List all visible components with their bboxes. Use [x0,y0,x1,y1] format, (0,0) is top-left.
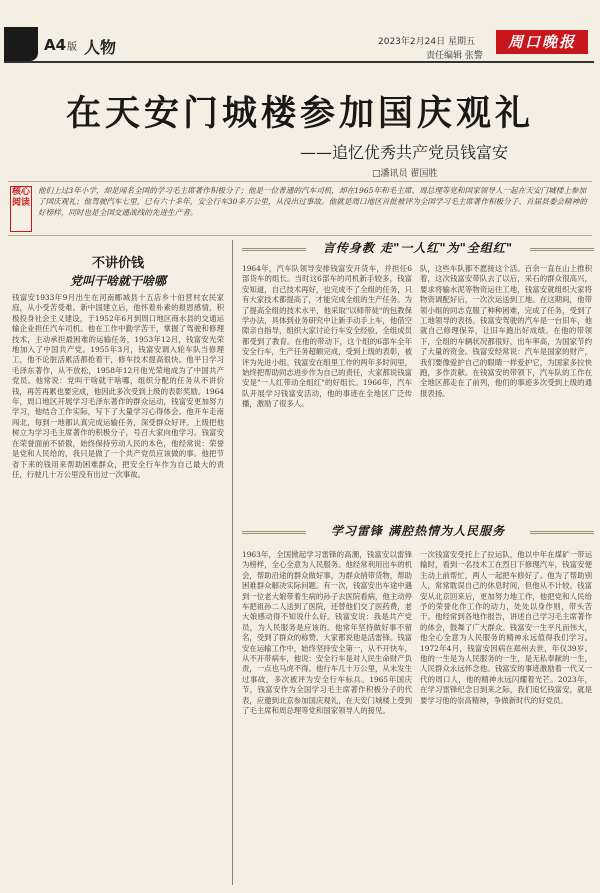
section-heading-1: 言传身教 走"一人红"为"全组红" [242,237,594,259]
section-heading-2: 学习雷锋 满腔热情为人民服务 [242,520,594,542]
body-column-3: 1963年，全国掀起学习雷锋的高潮，钱富安以雷锋为榜样，全心全意为人民服务。他经常利用出车的机会，帮助沿途的群众做好事，为群众捎带货物，帮助困难群众解决实际问题。有一次，钱富安出车途中遇到一位老大娘带着生病的孙子去医院看病，他主动停车把祖孙二人送到了医院，还替他们交了医药费，老大娘感动得不知说什么好。钱富安说：我是共产党员，为人民服务是应该的。他常年坚持做好事不留名，受到了群众的称赞，大家都说他是活雷锋。钱富安在运输工作中，始终坚持安全第一，从不开快车，从不开带病车，他说：安全行车是对人民生命财产负责，一点也马虎不得。他行车几十万公里，从未发生过事故，多次被评为安全行车标兵。1965年国庆节，钱富安作为全国学习毛主席著作积极分子的代表，应邀到北京参加国庆观礼，在天安门城楼上受到了毛主席和周总理等党和国家领导人的接见。 [242,550,412,716]
core-reading-label: 核心阅读 [10,186,32,232]
page-badge [4,27,38,61]
masthead [0,0,600,60]
article-subtitle: ——追忆优秀共产党员钱富安 [300,143,509,162]
column-divider [232,240,233,885]
masthead-rule [4,61,594,63]
page-number: A4版 [44,36,78,54]
body-column-1: 1964年，汽车队领导安排钱富安开货车，并担任6部货车的组长。当时这6部车的司机新手较多，钱富安知道，自己技术再好，也完成不了全组的任务，只有大家技术都提高了，才能完成全组的生产任务。为了提高全组的技术水平，他采取"以师带徒"的包教保学办法，具体到业务研究中让新手动手上车，他借空隙亲自指导，组织大家讨论行车安全经验，全组成员都受到了教育。在他的带动下，这个组的6部车全年安全行车，生产任务超额完成，受到上级的表彰，被评为先进小组。钱富安在组里工作的两年多时间里，始终把帮助同志进步作为自己的责任，大家都说钱富安是"一人红带动全组红"的好组长。1966年，汽车队开展学习钱富安活动，他的事迹在全地区广泛传播，激励了很多人。 [242,264,412,409]
body-column-2: 队，这些车队都不愿接这个活。百余一直在山上推积着，这次钱富安带队去了以后，采石的群众很高兴，要求将输水泥等物资运往工地，钱富安就组织大家将物资调配好后，一次次运送到工地。在这期间，他带领小组的同志克服了种种困难，完成了任务，受到了工地领导的表扬。钱富安驾驶的汽车是一台旧车，他就自己修理保养，让旧车跑出好成绩。在他的带领下，全组的车辆状况都很好，出车率高，为国家节约了大量的资金。钱富安经常说：汽车是国家的财产，我们要像爱护自己的眼睛一样爱护它，为国家多拉快跑，多作贡献。在钱富安的带领下，汽车队的工作在全地区都走在了前列，他们的事迹多次受到上级的通报表扬。 [420,264,592,398]
body-column-4: 一次钱富安受托上了拉运队，他以中年在煤矿一带运输时，看到一名技术工在烈日下修理汽车，钱富安便主动上前帮忙，两人一起把车修好了。他为了帮助别人，常常耽误自己的休息时间，但他从不计较。钱富安从北京回来后，更加努力地工作，他把党和人民给予的荣誉化作工作的动力，处处以身作则，带头苦干。他经常到各地作报告，讲述自己学习毛主席著作的体会，鼓舞了广大群众。钱富安一生平凡而伟大，他全心全意为人民服务的精神永远值得我们学习。1972年4月，钱富安因病在郑州去世，年仅39岁。他的一生是为人民服务的一生，是无私奉献的一生，人民群众永远怀念他。钱富安的事迹激励着一代又一代的周口人，他的精神永远闪耀着光芒。2023年，在学习雷锋纪念日到来之际，我们追忆钱富安，就是要学习他的崇高精神，争做新时代的好党员。 [420,550,592,705]
article-byline: □潘讯员 翟国胜 [372,169,438,179]
left-section-title: 不讲价钱 [91,256,144,271]
article-title: 在天安门城楼参加国庆观礼 [65,94,534,134]
left-column-body: 钱富安1933年9月出生在河南郾城县十五店乡十伯营村农民家庭，从小受苦受难。新中国建立后，他怀着朴素的报恩感情，积极投身社会主义建设，于1952年6月到周口地区商水县的交通运输企业担任汽车司机。他在工作中勤学苦干，掌握了驾驶和修理技术，主动承担最困难的运输任务，1953年12月，钱富安光荣地加入了中国共产党。1955年3月，钱富安调入轮车队当修理工，他不论脏活累活都抢着干，修车技术提高很快。他平日学习毛泽东著作，从不放松，1958年12月他光荣地成为了中国共产党员。他常说：党叫干啥就干啥哪，组织分配的任务从不讲价钱，再苦再累也要完成，他因此多次受到上级的表彰奖励。1964年，周口地区开展学习毛泽东著作的群众运动，钱富安更加努力学习，他结合工作实际，写下了大量学习心得体会。他开车走南闯北，每到一地都认真完成运输任务，深受群众好评。上级把他树立为学习毛主席著作的积极分子，号召大家向他学习。钱富安在荣誉面前不骄傲，始终保持劳动人民的本色，他经常说：荣誉是党和人民给的，我只是做了一个共产党员应该做的事。他把节省下来的钱用来帮助困难群众，把安全行车作为自己最大的责任，行驶几十万公里没有出过一次事故。 [12,293,224,479]
page-suffix: 版 [67,42,78,53]
issue-date: 2023年2月24日 星期五 [378,37,475,47]
newspaper-logo: 周口晚报 [496,30,588,54]
core-reading-box [8,181,592,236]
section-name: 人物 [84,38,117,57]
left-section-subtitle: 党叫干啥就干啥哪 [69,274,166,288]
editors-line: 责任编辑 张警 [426,51,483,61]
core-reading-text: 他们上过3年小学，却是闻名全国的学习毛主席著作积极分子；他是一位普通的汽车司机，却在1965年和毛主席、周总理等党和国家领导人一起在天安门城楼上参加了国庆观礼；他驾驶汽车七里，已有六十多年，安全行车30多万公里，从没出过事故。他就是周口地区首批被评为全国学习毛主席著作积极分子、首届县委会精神的好榜样，同时也是全国交通战线的先进生产者。 [38,186,587,217]
